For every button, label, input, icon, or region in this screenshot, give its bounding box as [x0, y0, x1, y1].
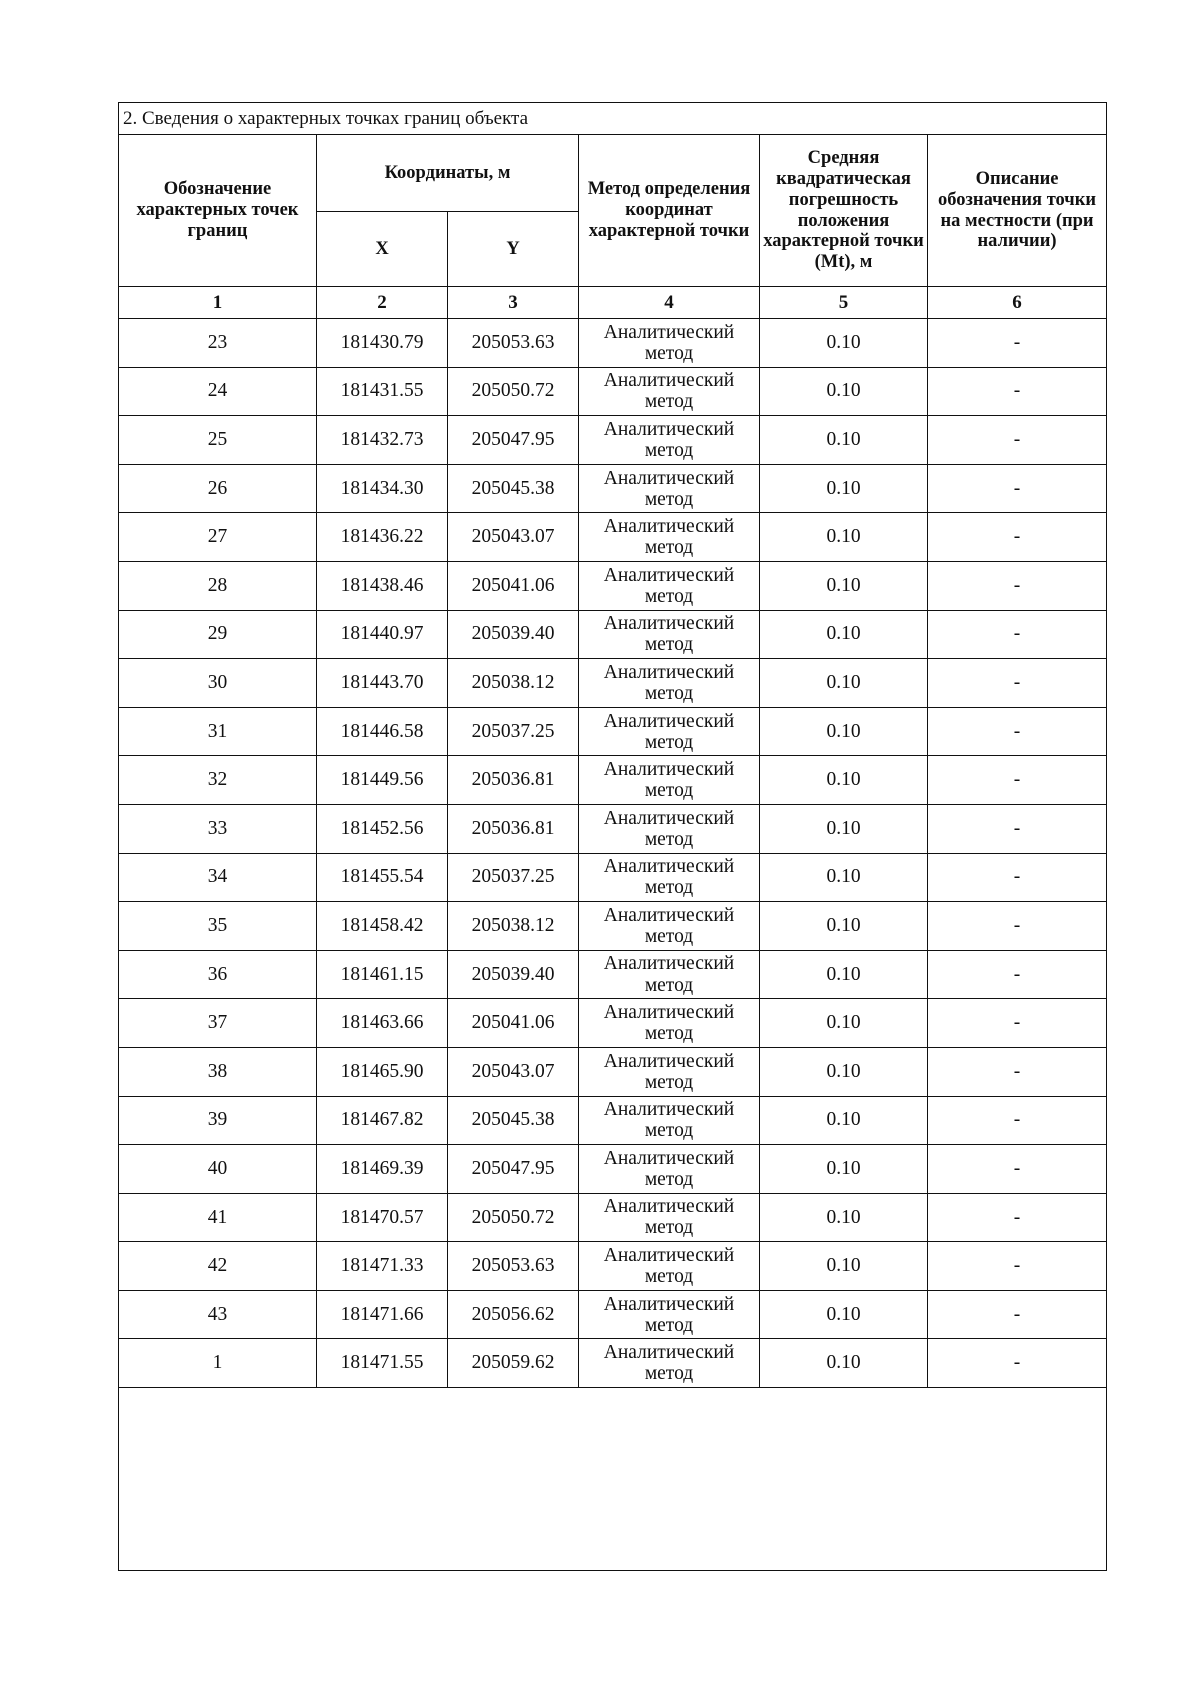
point-number: 31: [119, 707, 317, 756]
point-description: -: [928, 659, 1107, 708]
coord-x: 181458.42: [317, 902, 448, 951]
coord-x: 181471.55: [317, 1339, 448, 1388]
method-line1: Аналитический: [603, 613, 735, 635]
method-line1: Аналитический: [603, 759, 735, 781]
method-line1: Аналитический: [603, 370, 735, 392]
coord-x: 181434.30: [317, 464, 448, 513]
coord-y: 205039.40: [448, 950, 579, 999]
empty-area: [119, 1388, 1107, 1571]
method-line1: Аналитический: [603, 1147, 735, 1169]
coord-x: 181446.58: [317, 707, 448, 756]
table-row: [119, 1047, 1107, 1096]
method-line2: метод: [644, 1217, 694, 1239]
coord-x: 181443.70: [317, 659, 448, 708]
point-number: 37: [119, 999, 317, 1048]
coord-x: 181471.66: [317, 1290, 448, 1339]
method-line1: Аналитический: [603, 321, 735, 343]
mean-error: 0.10: [760, 1145, 928, 1194]
point-description: -: [928, 1242, 1107, 1291]
method-line1: Аналитический: [603, 807, 735, 829]
table-row: [119, 1339, 1107, 1388]
point-number: 24: [119, 367, 317, 416]
point-number: 42: [119, 1242, 317, 1291]
point-number: 28: [119, 561, 317, 610]
header-description: Описание обозначения точки на местности (при наличии): [928, 135, 1107, 287]
header-mean-error: Средняя квадратическая погрешность положения характерной точки (Mt), м: [760, 135, 928, 287]
point-number: 23: [119, 319, 317, 368]
mean-error: 0.10: [760, 610, 928, 659]
method-line2: метод: [644, 1023, 694, 1045]
method-cell: [579, 464, 760, 513]
method-line2: метод: [644, 925, 694, 947]
coord-x: 181430.79: [317, 319, 448, 368]
point-description: -: [928, 804, 1107, 853]
method-line2: метод: [644, 439, 694, 461]
method-cell: [579, 902, 760, 951]
method-line2: метод: [644, 342, 694, 364]
coord-x: 181449.56: [317, 756, 448, 805]
method-cell: [579, 950, 760, 999]
mean-error: 0.10: [760, 853, 928, 902]
point-number: 43: [119, 1290, 317, 1339]
method-line1: Аналитический: [603, 856, 735, 878]
point-description: -: [928, 707, 1107, 756]
method-cell: [579, 1145, 760, 1194]
column-number: 6: [928, 287, 1107, 319]
coord-x: 181467.82: [317, 1096, 448, 1145]
coord-y: 205038.12: [448, 659, 579, 708]
mean-error: 0.10: [760, 1339, 928, 1388]
method-line2: метод: [644, 1071, 694, 1093]
coord-x: 181452.56: [317, 804, 448, 853]
point-description: -: [928, 610, 1107, 659]
mean-error: 0.10: [760, 999, 928, 1048]
method-line2: метод: [644, 974, 694, 996]
mean-error: 0.10: [760, 1193, 928, 1242]
point-number: 30: [119, 659, 317, 708]
method-line2: метод: [644, 537, 694, 559]
method-line1: Аналитический: [603, 467, 735, 489]
coord-y: 205053.63: [448, 319, 579, 368]
mean-error: 0.10: [760, 1096, 928, 1145]
coord-x: 181463.66: [317, 999, 448, 1048]
coord-y: 205043.07: [448, 513, 579, 562]
point-number: 38: [119, 1047, 317, 1096]
point-description: -: [928, 1145, 1107, 1194]
method-cell: [579, 610, 760, 659]
coord-x: 181436.22: [317, 513, 448, 562]
point-description: -: [928, 561, 1107, 610]
coord-y: 205037.25: [448, 707, 579, 756]
table-row: [119, 659, 1107, 708]
column-number: 1: [119, 287, 317, 319]
coord-y: 205056.62: [448, 1290, 579, 1339]
coord-x: 181471.33: [317, 1242, 448, 1291]
mean-error: 0.10: [760, 950, 928, 999]
method-line2: метод: [644, 634, 694, 656]
method-line2: метод: [644, 682, 694, 704]
method-line1: Аналитический: [603, 516, 735, 538]
method-line2: метод: [644, 828, 694, 850]
table-row: [119, 902, 1107, 951]
table-row: [119, 610, 1107, 659]
point-number: 32: [119, 756, 317, 805]
coord-y: 205036.81: [448, 804, 579, 853]
point-description: -: [928, 1047, 1107, 1096]
table-row: [119, 1290, 1107, 1339]
method-line2: метод: [644, 585, 694, 607]
section-title: 2. Сведения о характерных точках границ объекта: [119, 103, 1107, 135]
method-line2: метод: [644, 1168, 694, 1190]
method-line2: метод: [644, 1314, 694, 1336]
method-cell: [579, 853, 760, 902]
coord-x: 181431.55: [317, 367, 448, 416]
method-cell: [579, 1047, 760, 1096]
coord-x: 181461.15: [317, 950, 448, 999]
point-description: -: [928, 1290, 1107, 1339]
coord-y: 205041.06: [448, 561, 579, 610]
table-row: [119, 513, 1107, 562]
point-description: -: [928, 513, 1107, 562]
point-number: 26: [119, 464, 317, 513]
method-line2: метод: [644, 780, 694, 802]
point-number: 36: [119, 950, 317, 999]
point-description: -: [928, 416, 1107, 465]
mean-error: 0.10: [760, 902, 928, 951]
table-row: [119, 464, 1107, 513]
point-number: 29: [119, 610, 317, 659]
point-number: 34: [119, 853, 317, 902]
method-cell: [579, 319, 760, 368]
point-description: -: [928, 902, 1107, 951]
method-line1: Аналитический: [603, 1196, 735, 1218]
column-number: 3: [448, 287, 579, 319]
point-description: -: [928, 756, 1107, 805]
mean-error: 0.10: [760, 804, 928, 853]
point-description: -: [928, 853, 1107, 902]
mean-error: 0.10: [760, 464, 928, 513]
table-row: [119, 561, 1107, 610]
mean-error: 0.10: [760, 1290, 928, 1339]
table-body: [119, 319, 1107, 1388]
method-line1: Аналитический: [603, 953, 735, 975]
header-point-designation: Обозначение характерных точек границ: [119, 135, 317, 287]
method-line2: метод: [644, 391, 694, 413]
coord-y: 205036.81: [448, 756, 579, 805]
method-line2: метод: [644, 1266, 694, 1288]
coord-y: 205053.63: [448, 1242, 579, 1291]
table-row: [119, 1193, 1107, 1242]
table-row: [119, 1242, 1107, 1291]
empty-area-row: [119, 1388, 1107, 1571]
method-cell: [579, 804, 760, 853]
method-line1: Аналитический: [603, 1342, 735, 1364]
method-line1: Аналитический: [603, 1002, 735, 1024]
coord-y: 205039.40: [448, 610, 579, 659]
point-number: 1: [119, 1339, 317, 1388]
method-line1: Аналитический: [603, 418, 735, 440]
coord-x: 181455.54: [317, 853, 448, 902]
method-cell: [579, 1193, 760, 1242]
table-row: [119, 416, 1107, 465]
method-cell: [579, 416, 760, 465]
header-y: Y: [448, 212, 579, 287]
table-row: [119, 999, 1107, 1048]
point-number: 33: [119, 804, 317, 853]
method-line1: Аналитический: [603, 1293, 735, 1315]
method-line1: Аналитический: [603, 564, 735, 586]
method-line1: Аналитический: [603, 1099, 735, 1121]
column-number-row: [119, 287, 1107, 319]
coord-x: 181438.46: [317, 561, 448, 610]
method-line1: Аналитический: [603, 904, 735, 926]
table-row: [119, 950, 1107, 999]
document-sheet: [118, 102, 1108, 1571]
coord-x: 181432.73: [317, 416, 448, 465]
mean-error: 0.10: [760, 561, 928, 610]
method-line2: метод: [644, 1363, 694, 1385]
table-row: [119, 707, 1107, 756]
method-cell: [579, 756, 760, 805]
mean-error: 0.10: [760, 416, 928, 465]
method-cell: [579, 659, 760, 708]
method-line2: метод: [644, 1120, 694, 1142]
boundary-points-table: [118, 102, 1107, 1571]
method-cell: [579, 999, 760, 1048]
point-number: 27: [119, 513, 317, 562]
coord-x: 181470.57: [317, 1193, 448, 1242]
point-description: -: [928, 999, 1107, 1048]
point-number: 35: [119, 902, 317, 951]
table-row: [119, 367, 1107, 416]
column-number: 4: [579, 287, 760, 319]
point-number: 25: [119, 416, 317, 465]
coord-y: 205045.38: [448, 464, 579, 513]
header-coordinates: Координаты, м: [317, 135, 579, 212]
point-description: -: [928, 319, 1107, 368]
method-line2: метод: [644, 488, 694, 510]
mean-error: 0.10: [760, 1242, 928, 1291]
method-line2: метод: [644, 731, 694, 753]
coord-y: 205045.38: [448, 1096, 579, 1145]
coord-y: 205059.62: [448, 1339, 579, 1388]
method-line1: Аналитический: [603, 661, 735, 683]
method-cell: [579, 513, 760, 562]
header-x: X: [317, 212, 448, 287]
table-row: [119, 319, 1107, 368]
coord-x: 181465.90: [317, 1047, 448, 1096]
point-description: -: [928, 1193, 1107, 1242]
method-cell: [579, 707, 760, 756]
coord-y: 205047.95: [448, 416, 579, 465]
method-line1: Аналитический: [603, 710, 735, 732]
mean-error: 0.10: [760, 659, 928, 708]
mean-error: 0.10: [760, 1047, 928, 1096]
table-row: [119, 853, 1107, 902]
coord-y: 205050.72: [448, 1193, 579, 1242]
column-number: 5: [760, 287, 928, 319]
mean-error: 0.10: [760, 319, 928, 368]
method-line1: Аналитический: [603, 1050, 735, 1072]
point-description: -: [928, 367, 1107, 416]
point-description: -: [928, 1096, 1107, 1145]
mean-error: 0.10: [760, 707, 928, 756]
point-description: -: [928, 464, 1107, 513]
method-line1: Аналитический: [603, 1245, 735, 1267]
table-row: [119, 804, 1107, 853]
method-cell: [579, 1096, 760, 1145]
mean-error: 0.10: [760, 756, 928, 805]
point-number: 39: [119, 1096, 317, 1145]
method-cell: [579, 561, 760, 610]
header-method: Метод определения координат характерной точки: [579, 135, 760, 287]
point-number: 40: [119, 1145, 317, 1194]
coord-y: 205050.72: [448, 367, 579, 416]
point-description: -: [928, 950, 1107, 999]
coord-x: 181469.39: [317, 1145, 448, 1194]
column-number: 2: [317, 287, 448, 319]
method-line2: метод: [644, 877, 694, 899]
mean-error: 0.10: [760, 367, 928, 416]
table-row: [119, 756, 1107, 805]
coord-y: 205041.06: [448, 999, 579, 1048]
table-row: [119, 1096, 1107, 1145]
method-cell: [579, 1290, 760, 1339]
method-cell: [579, 1339, 760, 1388]
coord-x: 181440.97: [317, 610, 448, 659]
mean-error: 0.10: [760, 513, 928, 562]
table-row: [119, 1145, 1107, 1194]
method-cell: [579, 367, 760, 416]
coord-y: 205047.95: [448, 1145, 579, 1194]
point-description: -: [928, 1339, 1107, 1388]
coord-y: 205037.25: [448, 853, 579, 902]
method-cell: [579, 1242, 760, 1291]
point-number: 41: [119, 1193, 317, 1242]
coord-y: 205043.07: [448, 1047, 579, 1096]
coord-y: 205038.12: [448, 902, 579, 951]
